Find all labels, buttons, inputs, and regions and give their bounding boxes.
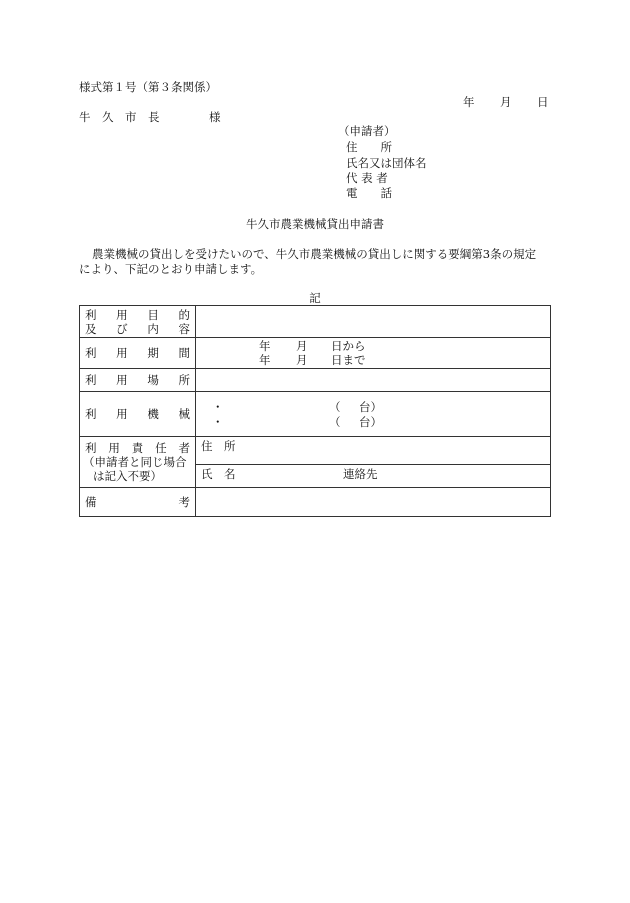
period-from-month: 月 — [296, 339, 308, 353]
purpose-char: 容 — [178, 321, 190, 336]
responsible-char: 用 — [108, 441, 120, 455]
row-place — [80, 369, 551, 392]
body-line-2: により、下記のとおり申請します。 — [79, 262, 263, 276]
period-to-month: 月 — [296, 353, 308, 367]
place-char: 場 — [147, 373, 159, 387]
remarks-char: 考 — [178, 495, 190, 509]
machine-char: 用 — [116, 407, 128, 421]
addressee-mayor: 牛 久 市 長 — [79, 110, 160, 124]
responsible-label — [80, 437, 196, 488]
row-period — [80, 338, 551, 369]
responsible-address-label: 住 所 — [201, 439, 236, 453]
ki-heading: 記 — [309, 291, 321, 305]
machine-count-unit-1: 台） — [359, 400, 382, 414]
machine-bullet-1: ・ — [212, 400, 224, 414]
responsible-address-input[interactable] — [196, 437, 551, 465]
machine-count-unit-2: 台） — [359, 415, 382, 429]
responsible-char: 者 — [178, 441, 190, 455]
period-char: 利 — [85, 346, 97, 360]
responsible-char: 利 — [85, 441, 97, 455]
applicant-representative-label: 代 表 者 — [346, 171, 388, 185]
body-line-1: 農業機械の貸出しを受けたいので、牛久市農業機械の貸出しに関する要綱第3条の規定 — [92, 247, 537, 261]
machine-char: 利 — [85, 407, 97, 421]
responsible-note-1: （申請者と同じ場合 — [83, 455, 187, 469]
period-char: 用 — [116, 346, 128, 360]
responsible-contact-label: 連絡先 — [343, 467, 378, 481]
machine-char: 機 — [147, 407, 159, 421]
applicant-address-label: 住 所 — [346, 140, 392, 154]
purpose-char: 内 — [147, 321, 159, 336]
period-from-year: 年 — [259, 339, 271, 353]
period-char: 期 — [147, 346, 159, 360]
addressee-honorific: 様 — [209, 110, 221, 124]
form-number: 様式第１号（第３条関係） — [79, 80, 217, 94]
date-month: 月 — [500, 95, 512, 109]
row-purpose — [80, 306, 551, 338]
date-year: 年 — [463, 95, 475, 109]
purpose-char: び — [116, 321, 128, 336]
period-to-day: 日まで — [331, 353, 366, 367]
applicant-phone-label: 電 話 — [346, 186, 392, 200]
machine-label — [80, 392, 196, 437]
row-remarks — [80, 488, 551, 517]
place-label — [80, 369, 196, 392]
place-input[interactable] — [196, 369, 551, 392]
machine-char: 械 — [178, 407, 190, 421]
application-table — [79, 305, 551, 517]
period-char: 間 — [178, 346, 190, 360]
document-title: 牛久市農業機械貸出申請書 — [246, 217, 384, 231]
period-from-day: 日から — [331, 339, 366, 353]
remarks-label — [80, 488, 196, 517]
machine-input[interactable] — [196, 392, 551, 437]
date-day: 日 — [537, 95, 549, 109]
responsible-name-input[interactable] — [196, 465, 551, 488]
responsible-note-2: は記入不要） — [93, 469, 162, 483]
responsible-char: 任 — [155, 441, 167, 455]
applicant-heading: （申請者） — [338, 124, 396, 138]
place-char: 用 — [116, 373, 128, 387]
remarks-char: 備 — [85, 495, 97, 509]
row-responsible-address — [80, 437, 551, 465]
place-char: 利 — [85, 373, 97, 387]
row-machine — [80, 392, 551, 437]
machine-count-open-2: （ — [329, 415, 341, 429]
applicant-name-label: 氏名又は団体名 — [346, 156, 427, 170]
machine-count-open-1: （ — [329, 400, 341, 414]
place-char: 所 — [178, 373, 190, 387]
remarks-input[interactable] — [196, 488, 551, 517]
purpose-char: 及 — [85, 321, 97, 336]
purpose-char: 的 — [178, 307, 190, 322]
purpose-label — [80, 306, 196, 338]
period-to-year: 年 — [259, 353, 271, 367]
machine-bullet-2: ・ — [212, 415, 224, 429]
purpose-char: 利 — [85, 307, 97, 322]
purpose-input[interactable] — [196, 306, 551, 338]
period-label — [80, 338, 196, 369]
purpose-char: 用 — [116, 307, 128, 322]
responsible-char: 責 — [131, 441, 144, 455]
purpose-char: 目 — [147, 307, 159, 322]
responsible-name-label: 氏 名 — [201, 467, 236, 481]
period-input[interactable] — [196, 338, 551, 369]
